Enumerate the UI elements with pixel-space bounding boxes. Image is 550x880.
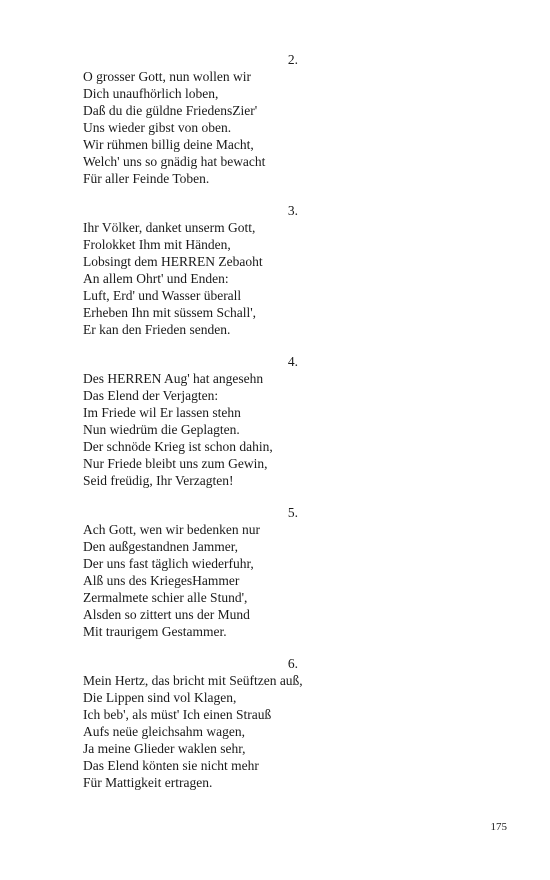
stanza — [83, 504, 383, 640]
verse-line: Zermalmete schier alle Stund', — [83, 590, 248, 605]
verse-line: Der uns fast täglich wiederfuhr, — [83, 556, 254, 571]
stanza-number: 4. — [287, 354, 298, 369]
verse-line: Mit traurigem Gestammer. — [83, 624, 227, 639]
page-number: 175 — [490, 821, 507, 833]
verse-line: Ach Gott, wen wir bedenken nur — [83, 522, 260, 537]
verse-line: Daß du die güldne FriedensZier' — [83, 103, 258, 118]
poem-body — [83, 51, 383, 806]
verse-line: Für aller Feinde Toben. — [83, 171, 210, 186]
stanza — [83, 353, 383, 489]
verse-line: Luft, Erd' und Wasser überall — [83, 288, 242, 303]
stanza-number: 5. — [287, 505, 298, 520]
verse-line: O grosser Gott, nun wollen wir — [83, 69, 251, 84]
verse-line: Er kan den Frieden senden. — [83, 322, 231, 337]
verse-line: Dich unaufhörlich loben, — [83, 86, 219, 101]
stanza-number: 2. — [287, 52, 298, 67]
verse-line: Mein Hertz, das bricht mit Seüftzen auß, — [83, 673, 303, 688]
verse-line: Wir rühmen billig deine Macht, — [83, 137, 254, 152]
verse-line: Den außgestandnen Jammer, — [83, 539, 239, 554]
verse-line: Welch' uns so gnädig hat bewacht — [83, 154, 266, 169]
verse-line: Ihr Völker, danket unserm Gott, — [83, 220, 256, 235]
verse-line: Der schnöde Krieg ist schon dahin, — [83, 439, 273, 454]
verse-line: Seid freüdig, Ihr Verzagten! — [83, 473, 234, 488]
verse-line: Für Mattigkeit ertragen. — [83, 775, 213, 790]
verse-line: An allem Ohrt' und Enden: — [83, 271, 229, 286]
verse-line: Uns wieder gibst von oben. — [83, 120, 232, 135]
stanza — [83, 655, 383, 791]
verse-line: Alß uns des KriegesHammer — [83, 573, 240, 588]
verse-line: Das Elend könten sie nicht mehr — [83, 758, 259, 773]
stanza-number: 6. — [287, 656, 298, 671]
verse-line: Aufs neüe gleichsahm wagen, — [83, 724, 245, 739]
stanza — [83, 202, 383, 338]
stanza — [83, 51, 383, 187]
verse-line: Erheben Ihn mit süssem Schall', — [83, 305, 257, 320]
verse-line: Ja meine Glieder waklen sehr, — [83, 741, 246, 756]
verse-line: Im Friede wil Er lassen stehn — [83, 405, 241, 420]
verse-line: Frolokket Ihm mit Händen, — [83, 237, 231, 252]
verse-line: Nur Friede bleibt uns zum Gewin, — [83, 456, 268, 471]
verse-line: Ich beb', als müst' Ich einen Strauß — [83, 707, 272, 722]
verse-line: Des HERREN Aug' hat angesehn — [83, 371, 264, 386]
stanza-number: 3. — [287, 203, 298, 218]
verse-line: Lobsingt dem HERREN Zebaoht — [83, 254, 263, 269]
verse-line: Die Lippen sind vol Klagen, — [83, 690, 237, 705]
verse-line: Das Elend der Verjagten: — [83, 388, 219, 403]
verse-line: Alsden so zittert uns der Mund — [83, 607, 250, 622]
verse-line: Nun wiedrüm die Geplagten. — [83, 422, 240, 437]
